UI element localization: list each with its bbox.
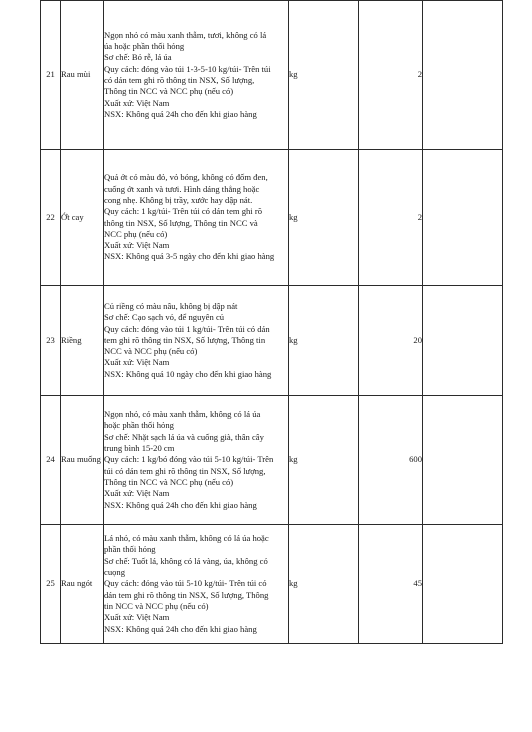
description-line: hoặc phần thối hỏng bbox=[104, 420, 174, 431]
description-line: cuọng bbox=[104, 567, 126, 578]
description-line: tin NCC và NCC phụ (nếu có) bbox=[104, 600, 209, 611]
description-line: Xuất xứ: Việt Nam bbox=[104, 357, 170, 368]
product-description bbox=[104, 150, 289, 286]
table-row bbox=[41, 286, 503, 396]
description-line: Củ riềng có màu nâu, không bị dập nát bbox=[104, 300, 238, 311]
table-row bbox=[41, 396, 503, 525]
description-line: Xuất xứ: Việt Nam bbox=[104, 97, 170, 108]
quantity-cell: 45 bbox=[359, 525, 423, 644]
product-name: Rau ngót bbox=[61, 525, 104, 644]
description-line: Quy cách: đóng vào túi 5-10 kg/túi- Trên túi có bbox=[104, 578, 267, 589]
empty-cell bbox=[423, 396, 503, 525]
unit-cell: kg bbox=[289, 1, 359, 150]
product-name: Riềng bbox=[61, 286, 104, 396]
unit-cell: kg bbox=[289, 525, 359, 644]
product-description bbox=[104, 525, 289, 644]
row-number: 23 bbox=[41, 286, 61, 396]
product-description bbox=[104, 286, 289, 396]
product-name: Rau mùi bbox=[61, 1, 104, 150]
description-line: Quy cách: đóng vào túi 1-3-5-10 kg/túi- Trên túi bbox=[104, 63, 271, 74]
description-line: Xuất xứ: Việt Nam bbox=[104, 488, 170, 499]
empty-cell bbox=[423, 1, 503, 150]
row-number: 22 bbox=[41, 150, 61, 286]
description-line: NSX: Không quá 3-5 ngày cho đến khi giao hàng bbox=[104, 251, 275, 262]
description-line: trung bình 15-20 cm bbox=[104, 443, 175, 454]
product-spec-table bbox=[40, 0, 503, 644]
description-line: NCC phụ (nếu có) bbox=[104, 228, 168, 239]
unit-cell: kg bbox=[289, 396, 359, 525]
row-number: 21 bbox=[41, 1, 61, 150]
table-body bbox=[41, 1, 503, 644]
quantity-cell: 2 bbox=[359, 1, 423, 150]
table-row bbox=[41, 525, 503, 644]
description-line: tem ghi rõ thông tin NSX, Số lượng, Thông tin bbox=[104, 334, 266, 345]
quantity-cell: 20 bbox=[359, 286, 423, 396]
description-line: Quả ớt có màu đỏ, vỏ bóng, không có đốm đen, bbox=[104, 172, 268, 183]
description-line: Ngọn nhỏ, có màu xanh thẫm, không có lá úa bbox=[104, 409, 261, 420]
description-line: Sơ chế: Nhặt sạch lá úa và cuống già, thân cây bbox=[104, 431, 264, 442]
description-line: NSX: Không quá 10 ngày cho đến khi giao hàng bbox=[104, 368, 272, 379]
product-name: Rau muống bbox=[61, 396, 104, 525]
empty-cell bbox=[423, 525, 503, 644]
unit-cell: kg bbox=[289, 286, 359, 396]
description-line: NSX: Không quá 24h cho đến khi giao hàng bbox=[104, 623, 257, 634]
description-line: Thông tin NCC và NCC phụ (nếu có) bbox=[104, 86, 234, 97]
description-line: Quy cách: đóng vào túi 1 kg/túi- Trên túi có dán bbox=[104, 323, 270, 334]
description-line: Xuất xứ: Việt Nam bbox=[104, 612, 170, 623]
description-line: túi có dán tem ghi rõ thông tin NSX, Số lượng, bbox=[104, 465, 266, 476]
quantity-cell: 2 bbox=[359, 150, 423, 286]
description-line: cong nhẹ. Không bị trầy, xước hay dập nát. bbox=[104, 194, 253, 205]
description-line: Xuất xứ: Việt Nam bbox=[104, 240, 170, 251]
description-line: thông tin NSX, Số lượng, Thông tin NCC và bbox=[104, 217, 258, 228]
empty-cell bbox=[423, 286, 503, 396]
description-line: NCC và NCC phụ (nếu có) bbox=[104, 346, 198, 357]
row-number: 24 bbox=[41, 396, 61, 525]
description-line: dán tem ghi rõ thông tin NSX, Số lượng, Thông bbox=[104, 589, 269, 600]
description-line: Sơ chế: Cạo sạch vỏ, để nguyên củ bbox=[104, 312, 225, 323]
quantity-cell: 600 bbox=[359, 396, 423, 525]
description-line: Sơ chế: Tuốt lá, không có lá vàng, úa, không có bbox=[104, 555, 268, 566]
table-row bbox=[41, 1, 503, 150]
row-number: 25 bbox=[41, 525, 61, 644]
description-line: Sơ chế: Bỏ rễ, lá úa bbox=[104, 52, 172, 63]
unit-cell: kg bbox=[289, 150, 359, 286]
product-description bbox=[104, 1, 289, 150]
description-line: Quy cách: 1 kg/túi- Trên túi có dán tem ghi rõ bbox=[104, 206, 263, 217]
product-name: Ớt cay bbox=[61, 150, 104, 286]
table-row bbox=[41, 150, 503, 286]
description-line: Quy cách: 1 kg/bó đóng vào túi 5-10 kg/túi- Trên bbox=[104, 454, 274, 465]
description-line: có dán tem ghi rõ thông tin NSX, Số lượng, bbox=[104, 75, 255, 85]
product-description bbox=[104, 396, 289, 525]
description-line: úa hoặc phần thối hỏng bbox=[104, 41, 185, 52]
description-line: NSX: Không quá 24h cho đến khi giao hàng bbox=[104, 108, 257, 119]
description-line: phần thối hỏng bbox=[104, 544, 156, 555]
empty-cell bbox=[423, 150, 503, 286]
description-line: cuống ớt xanh và tươi. Hình dáng thẳng hoặc bbox=[104, 183, 260, 194]
description-line: Ngọn nhỏ có màu xanh thẫm, tươi, không có lá bbox=[104, 29, 267, 40]
description-line: Thông tin NCC và NCC phụ (nếu có) bbox=[104, 476, 234, 487]
description-line: Lá nhỏ, có màu xanh thẫm, không có lá úa hoặc bbox=[104, 533, 269, 544]
description-line: NSX: Không quá 24h cho đến khi giao hàng bbox=[104, 499, 257, 510]
